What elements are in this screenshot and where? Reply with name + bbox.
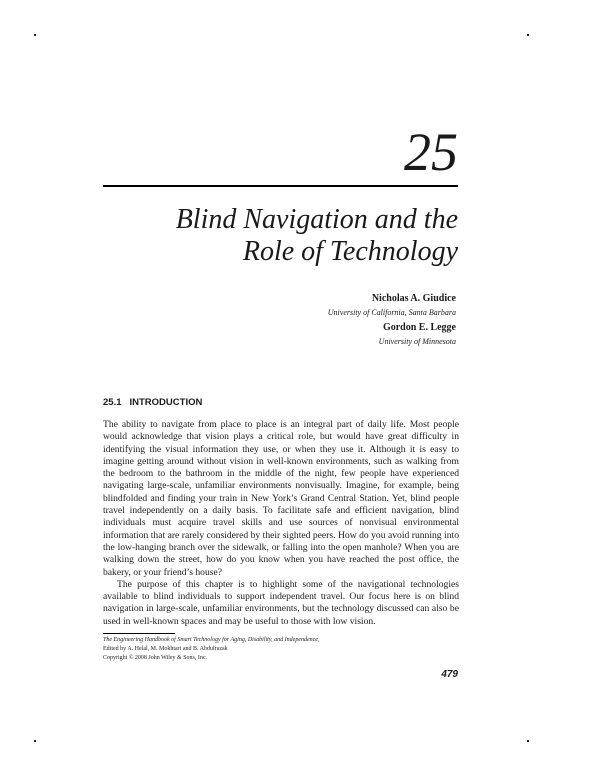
author-2-name: Gordon E. Legge [382, 322, 456, 333]
author-1-name: Nicholas A. Giudice [371, 293, 456, 304]
crop-mark-top-right [527, 34, 529, 36]
chapter-number: 25 [404, 122, 458, 182]
paragraph-1: The ability to navigate from place to place is an integral part of daily life. Most people would acknowledge that vision plays a critical role, but would have great difficulty in identifying the visual information they use, or when they use it. Although it is easy to imagine getting around without vision in well-known environments, such as walking from the bedroom to the bathroom in the middle of the night, few people have experienced navigating large-scale, unfamiliar environments nonvisually. Imagine, for example, being blindfolded and finding your train in New York’s Grand Central Station. Yet, blind people travel independently on a daily basis. To facilitate safe and efficient navigation, blind individuals must acquire travel skills and use sources of nonvisual environmental information that are rarely considered by their sighted peers. How do you avoid running into the low-hanging branch over the sidewalk, or falling into the open manhole? When you are walking down the street, how do you know when you have reached the post office, the bakery, or your friend’s house? [103, 419, 459, 578]
paragraph-2: The purpose of this chapter is to highlight some of the navigational technologies available to blind individuals to support independent travel. Our focus here is on blind navigation in large-scale, unfamiliar environments, but the technology discussed can also be used in well-known spaces and may be useful to those with low vision. [103, 578, 459, 627]
author-1-affiliation: University of California, Santa Barbara [327, 308, 456, 317]
footnote [103, 636, 459, 663]
page-number: 479 [441, 669, 458, 680]
footnote-rule [103, 633, 175, 634]
chapter-title [100, 204, 458, 268]
section-heading [103, 396, 202, 409]
body-text [103, 419, 459, 628]
section-number: 25.1 [103, 397, 122, 408]
title-rule [103, 185, 458, 187]
section-title: INTRODUCTION [129, 397, 203, 408]
footnote-editors: Edited by A. Helal, M. Mokhtari and B. Abdulrazak [103, 646, 228, 652]
footnote-copyright: Copyright © 2008 John Wiley & Sons, Inc. [103, 655, 208, 661]
author-2-affiliation: University of Minnesota [378, 337, 456, 346]
crop-mark-bottom-right [527, 740, 529, 742]
crop-mark-bottom-left [34, 740, 36, 742]
crop-mark-top-left [34, 34, 36, 36]
footnote-book-title: The Engineering Handbook of Smart Technology for Aging, Disability, and Independence, [103, 637, 320, 643]
chapter-title-line-1: Blind Navigation and the [175, 204, 458, 235]
chapter-title-line-2: Role of Technology [242, 236, 458, 267]
